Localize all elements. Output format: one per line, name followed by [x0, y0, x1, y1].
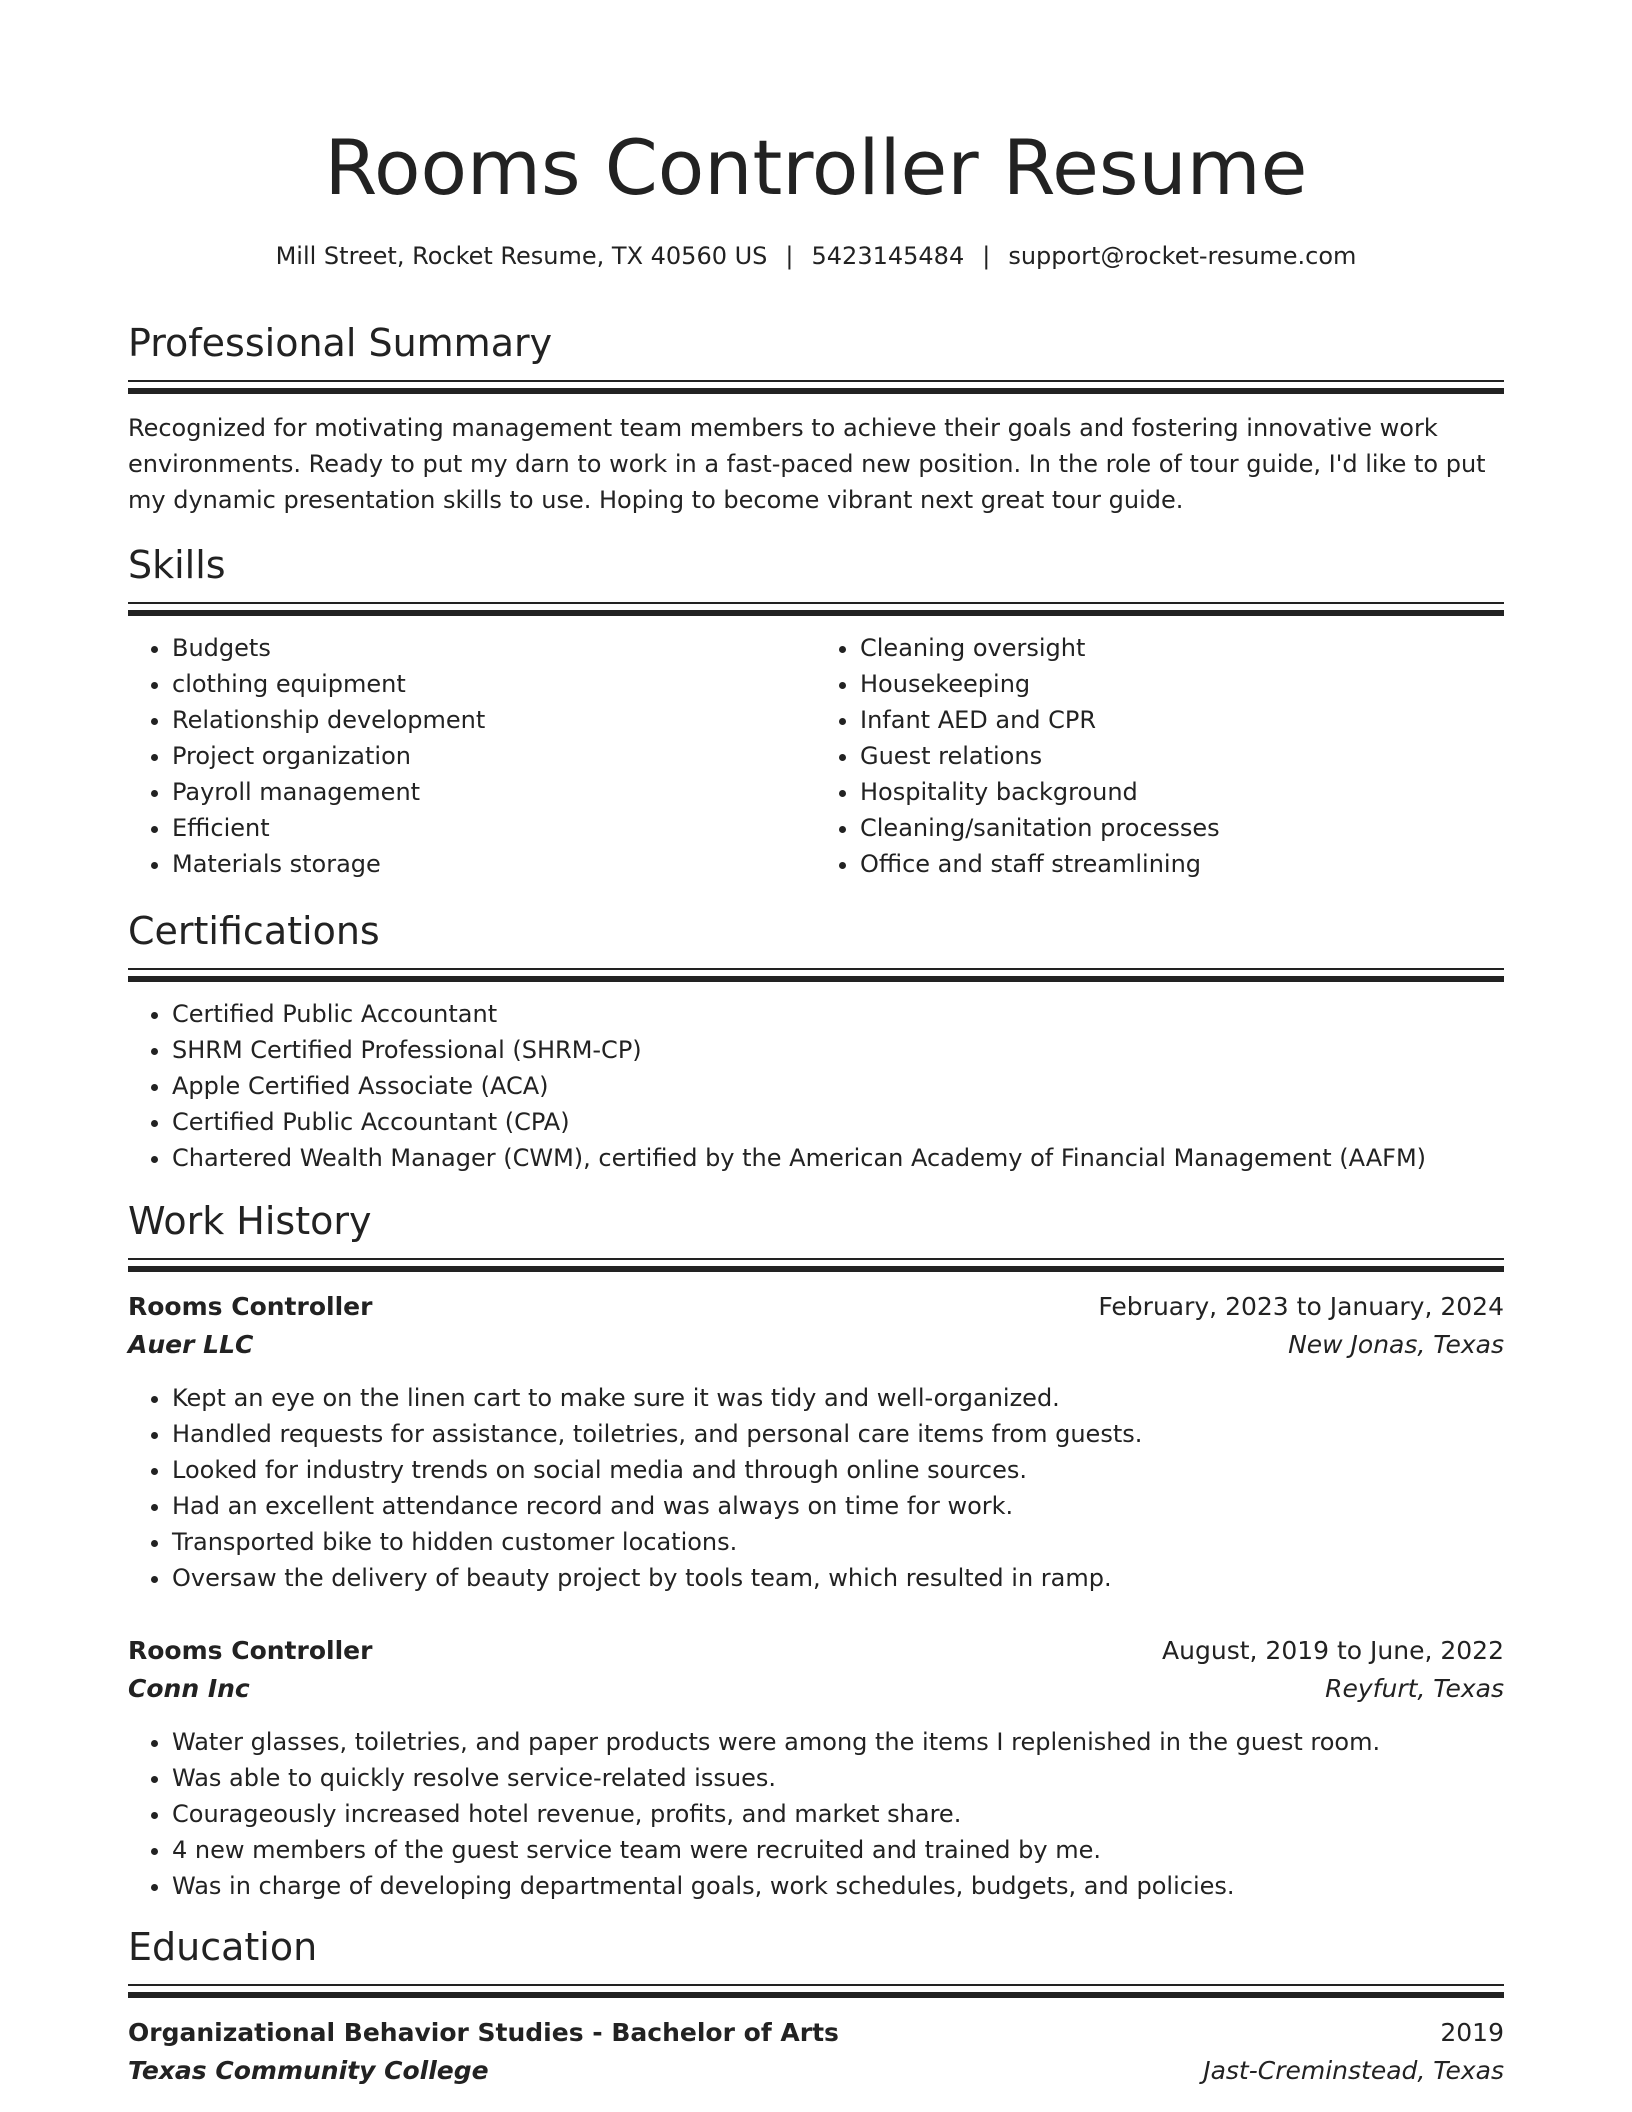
education-heading: Education — [128, 1925, 318, 1969]
certification-item: • Certified Public Accountant — [172, 996, 1504, 1032]
certifications-list — [128, 996, 1504, 1176]
work-heading: Work History — [128, 1199, 372, 1243]
job-company: Auer LLC — [128, 1330, 254, 1359]
skills-columns — [128, 616, 1504, 882]
job-bullet: • Kept an eye on the linen cart to make sure it was tidy and well-organized. — [172, 1380, 1504, 1416]
skill-item: • Relationship development — [172, 702, 816, 738]
job-bullet: • Handled requests for assistance, toiletries, and personal care items from guests. — [172, 1416, 1504, 1452]
education-degree: Organizational Behavior Studies - Bachelor of Arts — [128, 2018, 839, 2047]
education-entry — [128, 2014, 1504, 2090]
skills-list-left — [128, 630, 816, 882]
job-location: New Jonas, Texas — [1288, 1330, 1504, 1359]
section-divider — [128, 1984, 1504, 1998]
job-bullet: • 4 new members of the guest service team were recruited and trained by me. — [172, 1832, 1504, 1868]
certifications-heading: Certifications — [128, 909, 380, 953]
certification-item: • SHRM Certified Professional (SHRM-CP) — [172, 1032, 1504, 1068]
skill-item: • Payroll management — [172, 774, 816, 810]
job-company: Conn Inc — [128, 1674, 250, 1703]
job-title: Rooms Controller — [128, 1636, 373, 1665]
job-bullets — [128, 1380, 1504, 1596]
summary-section — [128, 318, 1504, 518]
job-dates: February, 2023 to January, 2024 — [1098, 1292, 1504, 1321]
skill-item: • clothing equipment — [172, 666, 816, 702]
education-section — [128, 1922, 1504, 2090]
skill-item: • Office and staff streamlining — [860, 846, 1504, 882]
contact-line — [128, 240, 1504, 272]
job-bullet: • Looked for industry trends on social media and through online sources. — [172, 1452, 1504, 1488]
job-dates: August, 2019 to June, 2022 — [1162, 1636, 1504, 1665]
certification-item: • Apple Certified Associate (ACA) — [172, 1068, 1504, 1104]
job-bullet: • Courageously increased hotel revenue, profits, and market share. — [172, 1796, 1504, 1832]
contact-separator: | — [982, 242, 991, 270]
skill-item: • Hospitality background — [860, 774, 1504, 810]
job-bullet: • Transported bike to hidden customer locations. — [172, 1524, 1504, 1560]
certification-item: • Certified Public Accountant (CPA) — [172, 1104, 1504, 1140]
job-location: Reyfurt, Texas — [1325, 1674, 1504, 1703]
contact-address: Mill Street, Rocket Resume, TX 40560 US — [275, 242, 768, 270]
education-school: Texas Community College — [128, 2056, 489, 2085]
job-title: Rooms Controller — [128, 1292, 373, 1321]
skill-item: • Project organization — [172, 738, 816, 774]
skill-item: • Cleaning/sanitation processes — [860, 810, 1504, 846]
certification-item: • Chartered Wealth Manager (CWM), certified by the American Academy of Financial Management (AAFM) — [172, 1140, 1504, 1176]
contact-phone: 5423145484 — [811, 242, 965, 270]
education-year: 2019 — [1440, 2018, 1504, 2047]
page-title: Rooms Controller Resume — [324, 123, 1308, 212]
contact-email[interactable]: support@rocket-resume.com — [1008, 242, 1357, 270]
skills-section — [128, 540, 1504, 882]
skill-item: • Guest relations — [860, 738, 1504, 774]
job-bullet: • Was in charge of developing departmental goals, work schedules, budgets, and policies. — [172, 1868, 1504, 1904]
skill-item: • Materials storage — [172, 846, 816, 882]
work-section — [128, 1196, 1504, 1904]
contact-separator: | — [785, 242, 794, 270]
education-location: Jast-Creminstead, Texas — [1203, 2056, 1504, 2085]
job-entry — [128, 1288, 1504, 1596]
job-bullet: • Oversaw the delivery of beauty project by tools team, which resulted in ramp. — [172, 1560, 1504, 1596]
skill-item: • Efficient — [172, 810, 816, 846]
section-divider — [128, 1258, 1504, 1272]
certifications-section — [128, 906, 1504, 1176]
skill-item: • Housekeeping — [860, 666, 1504, 702]
summary-heading: Professional Summary — [128, 321, 553, 365]
skill-item: • Infant AED and CPR — [860, 702, 1504, 738]
skills-list-right — [816, 630, 1504, 882]
section-divider — [128, 968, 1504, 982]
job-bullet: • Water glasses, toiletries, and paper products were among the items I replenished in the guest room. — [172, 1724, 1504, 1760]
job-entry — [128, 1632, 1504, 1904]
skill-item: • Budgets — [172, 630, 816, 666]
section-divider — [128, 602, 1504, 616]
skills-heading: Skills — [128, 543, 226, 587]
summary-text: Recognized for motivating management team members to achieve their goals and fostering innovative work environments. Ready to put my darn to work in a fast-paced new position. In the role of tour guide, I'd like to put my dynamic presentation skills to use. Hoping to become vibrant next great tour guide. — [128, 414, 1486, 514]
job-bullet: • Had an excellent attendance record and was always on time for work. — [172, 1488, 1504, 1524]
skill-item: • Cleaning oversight — [860, 630, 1504, 666]
section-divider — [128, 380, 1504, 394]
job-bullet: • Was able to quickly resolve service-related issues. — [172, 1760, 1504, 1796]
job-bullets — [128, 1724, 1504, 1904]
